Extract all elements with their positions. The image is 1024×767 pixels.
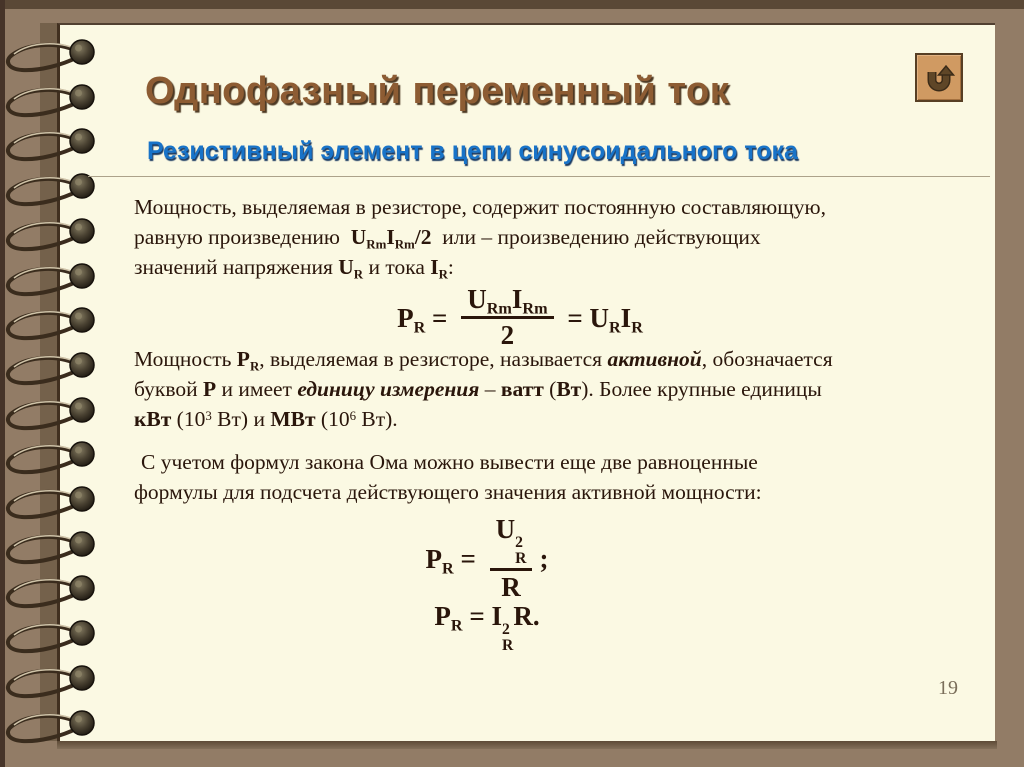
formula-power-current: $P_R = I$ 2 R R.: [434, 601, 540, 654]
formula-power-voltage: $P_R$ = U 2 R R ;: [425, 514, 549, 602]
spiral-ring: [0, 657, 100, 703]
spiral-ring: [0, 344, 100, 390]
spiral-ring: [0, 31, 100, 77]
slide-subtitle: Резистивный элемент в цепи синусоидального тока: [147, 137, 798, 165]
spiral-ring: [0, 389, 100, 435]
spiral-ring: [0, 120, 100, 166]
top-border: [0, 0, 1024, 9]
notebook-page-shadow: [57, 741, 997, 749]
spiral-ring: [0, 702, 100, 748]
page-number: 19: [938, 677, 958, 699]
slide-title: Однофазный переменный ток: [145, 70, 730, 112]
paragraph-active-power: Мощность $P_R$, выделяемая в резисторе, называется активной, обозначается буквой P и имеет единицу измерения – ватт (Вт). Более крупные единицы кВт ($10^3$ Вт) и МВт ($10^6$ Вт).: [134, 347, 833, 431]
spiral-ring: [0, 299, 100, 345]
paragraph-power-constant: Мощность, выделяемая в резисторе, содержит постоянную составляющую, равную произведению $U_{Rm}I_{Rm}/2$ или – произведению действующих значений напряжения $U_R$ и тока $I_R$:: [134, 195, 826, 282]
spiral-ring: [0, 210, 100, 256]
formula-power-average: $P_R$ = $\frac{U_{Rm}I_{Rm}}{2}$ = $U_RI_R$: [397, 284, 643, 351]
divider: [88, 176, 990, 177]
spiral-ring: [0, 433, 100, 479]
spiral-ring: [0, 76, 100, 122]
spiral-ring: [0, 255, 100, 301]
paragraph-ohm-law: С учетом формул закона Ома можно вывести еще две равноценные формулы для подсчета действующего значения активной мощности:: [134, 450, 762, 504]
spiral-ring: [0, 165, 100, 211]
